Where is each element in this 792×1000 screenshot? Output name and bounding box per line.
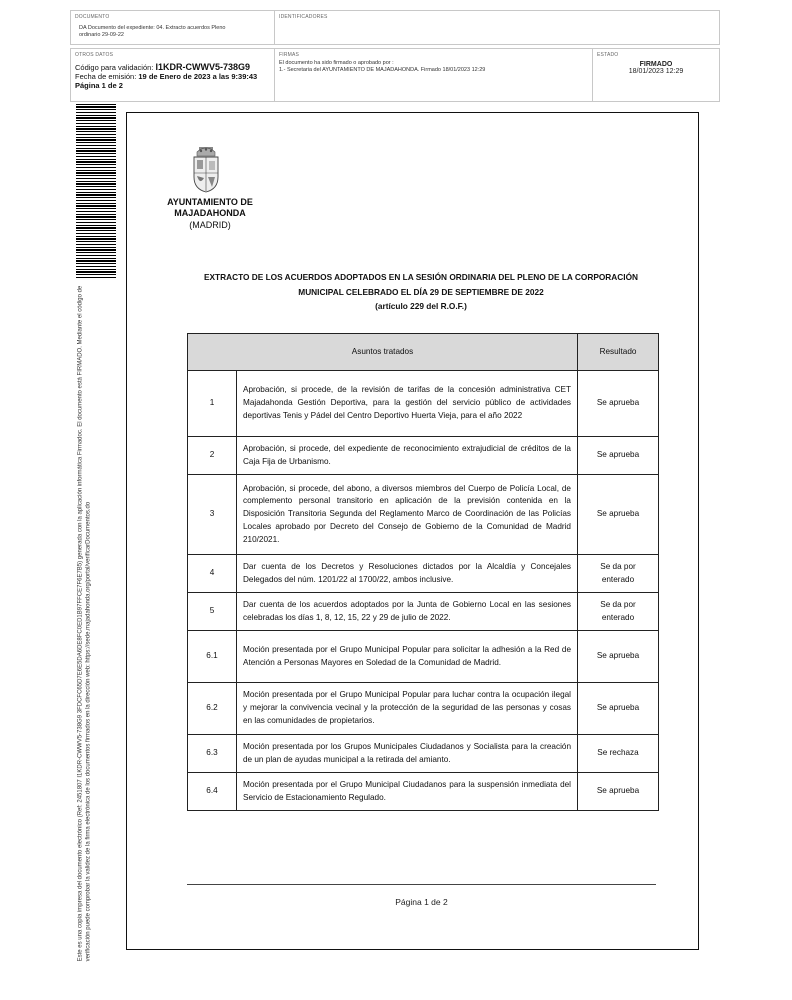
item-number: 3 bbox=[188, 475, 237, 555]
otros-datos-box bbox=[70, 48, 275, 102]
agreements-table bbox=[187, 333, 659, 811]
item-number: 6.1 bbox=[188, 631, 237, 683]
item-number: 1 bbox=[188, 371, 237, 437]
org-line3: (MADRID) bbox=[189, 219, 231, 230]
side-text-line1: Este es una copia impresa del documento electrónico (Ref: 2451807 I1KDR-CWWV5-738G9 3FDCFC65D7E6E5DA6DE8FC0ED1B97FFCE7F6E7B5) generada con la aplicación informática Firmadoc. El documento está FIRMADO. Mediante el código de bbox=[77, 285, 84, 962]
header-asuntos: Asuntos tratados bbox=[188, 334, 578, 371]
item-number: 6.4 bbox=[188, 773, 237, 811]
item-description: Moción presentada por el Grupo Municipal Popular para solicitar la adhesión a la Red de Atención a Personas Mayores en Soledad de la Comunidad de Madrid. bbox=[237, 631, 578, 683]
table-row bbox=[188, 631, 659, 683]
otros-datos-label: OTROS DATOS bbox=[75, 52, 114, 58]
item-number: 6.2 bbox=[188, 683, 237, 735]
estado-value: FIRMADO bbox=[639, 61, 673, 68]
codigo-label: Código para validación: bbox=[75, 63, 154, 72]
documento-label: DOCUMENTO bbox=[75, 14, 110, 20]
coat-of-arms-icon bbox=[190, 145, 222, 193]
item-number: 6.3 bbox=[188, 735, 237, 773]
title-line1: EXTRACTO DE LOS ACUERDOS ADOPTADOS EN LA SESIÓN ORDINARIA DEL PLENO DE LA CORPORACIÓN bbox=[203, 272, 639, 282]
item-description: Aprobación, si procede, del abono, a diversos miembros del Cuerpo de Policía Local, de complemento personal transitorio en aplicación de la previsión contenida en la Disposición Transitoria Segunda del Reglamento Marco de Coordinación de las Policías Locales aprobado por Decreto del Consejo de Gobierno de la Comunidad de Madrid 210/2021. bbox=[237, 475, 578, 555]
item-result: Se aprueba bbox=[578, 371, 659, 437]
estado-box bbox=[592, 48, 720, 102]
verification-side-text bbox=[77, 285, 94, 962]
item-result: Se rechaza bbox=[578, 735, 659, 773]
item-number: 4 bbox=[188, 555, 237, 593]
table-row bbox=[188, 735, 659, 773]
item-result: Se aprueba bbox=[578, 475, 659, 555]
org-line2: MAJADAHONDA bbox=[174, 208, 246, 219]
identificadores-label: IDENTIFICADORES bbox=[279, 14, 328, 20]
firmas-line2: 1.- Secretaria del AYUNTAMIENTO DE MAJADAHONDA. Firmado 18/01/2023 12:29 bbox=[279, 67, 486, 74]
item-result: Se aprueba bbox=[578, 683, 659, 735]
documento-value: DA Documento del expediente: 04. Extracto acuerdos Pleno ordinario 29-09-22 bbox=[79, 25, 226, 39]
fecha-emision bbox=[75, 72, 270, 81]
item-description: Moción presentada por el Grupo Municipal Ciudadanos para la suspensión inmediata del Servicio de Estacionamiento Regulado. bbox=[237, 773, 578, 811]
item-description: Aprobación, si procede, del expediente de reconocimiento extrajudicial de créditos de la Caja Fija de Urbanismo. bbox=[237, 437, 578, 475]
codigo-value: I1KDR-CWWV5-738G9 bbox=[155, 62, 251, 72]
item-description: Aprobación, si procede, de la revisión de tarifas de la concesión administrativa CET Majadahonda Gestión Deportiva, para la gestión del servicio público de actividades deportivas Tenis y Pádel del Centro Deportivo Huerta Vieja, para el año 2022 bbox=[237, 371, 578, 437]
table-row bbox=[188, 683, 659, 735]
title-line2: MUNICIPAL CELEBRADO EL DÍA 29 DE SEPTIEMBRE DE 2022 bbox=[298, 286, 544, 297]
table-row bbox=[188, 555, 659, 593]
footer-divider bbox=[187, 884, 656, 885]
identificadores-box bbox=[274, 10, 720, 45]
table-row bbox=[188, 773, 659, 811]
firmas-label: FIRMAS bbox=[279, 52, 300, 58]
item-result: Se aprueba bbox=[578, 631, 659, 683]
item-result: Se da por enterado bbox=[578, 593, 659, 631]
firmas-line1: El documento ha sido firmado o aprobado por : bbox=[279, 60, 394, 66]
item-description: Moción presentada por el Grupo Municipal Popular para luchar contra la ocupación ilegal y mejorar la convivencia vecinal y la protección de la seguridad de las personas y cosas en las comunidades de propietarios. bbox=[237, 683, 578, 735]
table-row bbox=[188, 475, 659, 555]
item-description: Moción presentada por los Grupos Municipales Ciudadanos y Socialista para la creación de un plan de ayudas municipal a la retirada del amianto. bbox=[237, 735, 578, 773]
item-result: Se aprueba bbox=[578, 773, 659, 811]
side-text-line2: verificación puede comprobar la validez de la firma electrónica de los documentos firmados en la dirección web: https://sede.majadahonda.org/portal/verificarDocumentos.do bbox=[86, 501, 92, 962]
organization-name bbox=[160, 197, 260, 231]
header-resultado: Resultado bbox=[578, 334, 659, 371]
firmas-box bbox=[274, 48, 593, 102]
pagina-info: Página 1 de 2 bbox=[75, 81, 123, 90]
item-number: 2 bbox=[188, 437, 237, 475]
fecha-label: Fecha de emisión: bbox=[75, 72, 137, 81]
document-title bbox=[186, 270, 656, 314]
estado-date: 18/01/2023 12:29 bbox=[628, 68, 684, 75]
estado-label: ESTADO bbox=[597, 52, 619, 58]
title-line3: (artículo 229 del R.O.F.) bbox=[375, 301, 467, 312]
codigo-validacion bbox=[75, 62, 270, 72]
table-row bbox=[188, 371, 659, 437]
item-number: 5 bbox=[188, 593, 237, 631]
item-result: Se aprueba bbox=[578, 437, 659, 475]
page-number: Página 1 de 2 bbox=[395, 897, 448, 907]
table-row bbox=[188, 437, 659, 475]
fecha-value: 19 de Enero de 2023 a las 9:39:43 bbox=[138, 72, 258, 81]
item-result: Se da por enterado bbox=[578, 555, 659, 593]
item-description: Dar cuenta de los Decretos y Resoluciones dictados por la Alcaldía y Concejales Delegados del núm. 1201/22 al 1700/22, ambos inclusive. bbox=[237, 555, 578, 593]
table-header-row bbox=[188, 334, 659, 371]
org-line1: AYUNTAMIENTO DE bbox=[167, 197, 253, 207]
barcode bbox=[76, 104, 116, 278]
item-description: Dar cuenta de los acuerdos adoptados por la Junta de Gobierno Local en las sesiones celebradas los días 1, 8, 12, 15, 22 y 29 de julio de 2022. bbox=[237, 593, 578, 631]
table-row bbox=[188, 593, 659, 631]
documento-box bbox=[70, 10, 275, 45]
